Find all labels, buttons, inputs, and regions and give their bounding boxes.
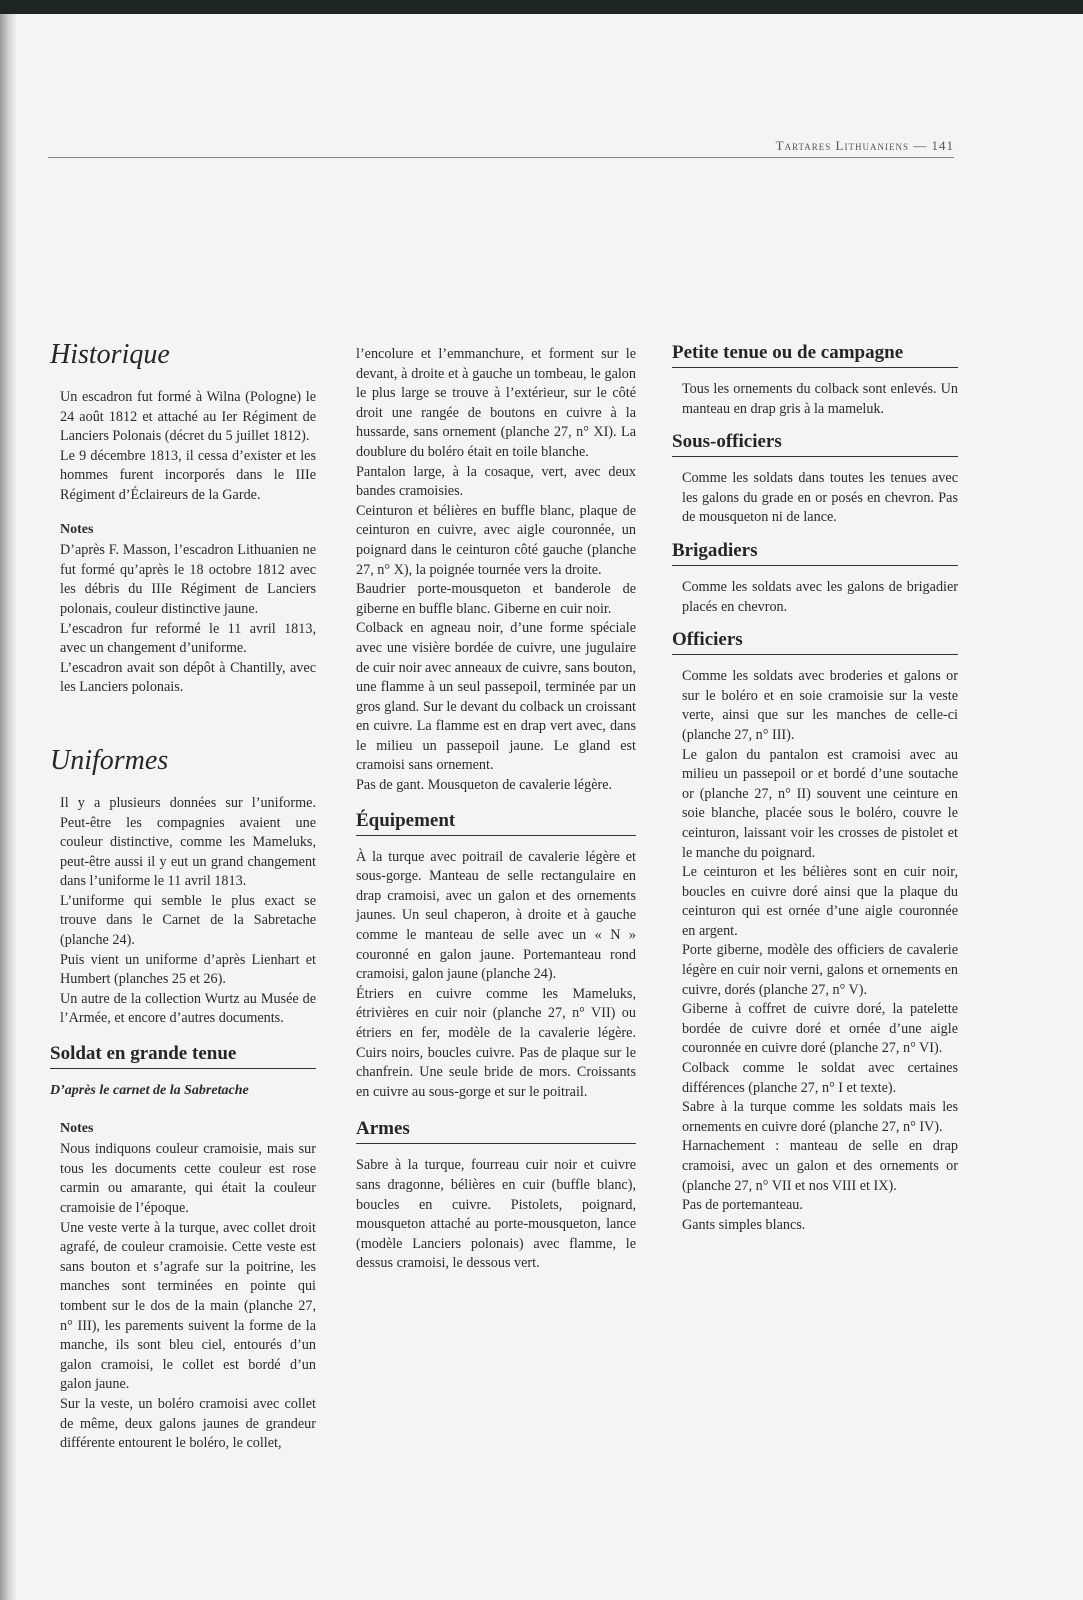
column-right <box>672 340 958 1235</box>
scan-top-band <box>0 0 1083 14</box>
armes-heading: Armes <box>356 1116 636 1144</box>
paragraph: Le galon du pantalon est cramoisi avec au milieu un passepoil or et bordé d’une soutache or (planche 27, n° II) souvent une ceinture en soie blanche, placée sous le boléro, couvre le ceinturon, laissant voir les crosses de pistolet et le manche du poignard. <box>682 746 958 861</box>
book-spine-shadow <box>0 14 16 1600</box>
running-head-text: Tartares Lithuaniens — 141 <box>775 138 954 153</box>
paragraph: Giberne à coffret de cuivre doré, la patelette bordée de cuivre doré et ornée d’une aigle couronnée en cuivre doré (planche 27, n° VI). <box>682 1001 958 1057</box>
column-left <box>50 338 316 1454</box>
officiers-body <box>672 667 958 1235</box>
paragraph: Pantalon large, à la cosaque, vert, avec deux bandes cramoisies. <box>356 463 636 500</box>
paragraph: Sabre à la turque comme les soldats mais les ornements en cuivre doré (planche 27, n° IV). <box>682 1099 958 1135</box>
paragraph: Comme les soldats dans toutes les tenues avec les galons du grade en or posés en chevron. Pas de mousqueton ni de lance. <box>682 470 958 526</box>
petite-tenue-heading: Petite tenue ou de campagne <box>672 340 958 368</box>
paragraph: Sabre à la turque, fourreau cuir noir et cuivre sans dragonne, bélières en cuir (buffle blanc), boucles en cuivre. Pistolets, poignard, mousqueton attaché au porte-mousqueton, lance (modèle Lanciers polonais) avec flamme, le dessus cramoisi, le dessous vert. <box>356 1157 636 1272</box>
paragraph: Le 9 décembre 1813, il cessa d’exister et les hommes furent incorporés dans le IIIe Régiment d’Éclaireurs de la Garde. <box>60 447 316 503</box>
sous-officiers-heading: Sous-officiers <box>672 429 958 457</box>
historique-body <box>50 388 316 698</box>
paragraph: L’uniforme qui semble le plus exact se trouve dans le Carnet de la Sabretache (planche 24). <box>60 892 316 949</box>
paragraph: Pas de gant. Mousqueton de cavalerie légère. <box>356 777 613 794</box>
paragraph: Le ceinturon et les bélières sont en cuir noir, boucles en cuivre doré ainsi que la plaque du ceinturon qui est ornée d’une aigle couronnée en argent. <box>682 864 958 939</box>
paragraph: Tous les ornements du colback sont enlevés. Un manteau en drap gris à la mameluk. <box>682 381 958 417</box>
paragraph: l’encolure et l’emmanchure, et forment sur le devant, à droite et à gauche un tombeau, le galon le plus large se trouve à l’extérieur, sur le côté droit une rangée de boutons en cuivre à la hussarde, sans ornement (planche 27, n° XI). La doublure du boléro était en toile blanche. <box>356 346 636 460</box>
paragraph: L’escadron fur reformé le 11 avril 1813, avec un changement d’uniforme. <box>60 620 316 657</box>
paragraph: Colback comme le soldat avec certaines différences (planche 27, n° I et texte). <box>682 1060 958 1096</box>
paragraph: Une veste verte à la turque, avec collet droit agrafé, de couleur cramoisie. Cette veste est sans bouton et s’agrafe sur la poitrine, les manches sont terminées en pointe qui tombent sur le dos de la main (planche 27, n° III), les parements suivent la forme de la manche, ils sont bleu ciel, entourés d’un galon cramoisi, le collet est bordé d’un galon jaune. <box>60 1219 316 1393</box>
paragraph: L’escadron avait son dépôt à Chantilly, avec les Lanciers polonais. <box>60 659 316 696</box>
officiers-heading: Officiers <box>672 627 958 655</box>
paragraph: À la turque avec poitrail de cavalerie légère et sous-gorge. Manteau de selle rectangulaire en drap cramoisi, avec un galon et des ornements jaunes. Un seul chaperon, à droite et à gauche comme le manteau de selle avec un « N » couronné en galon jaune. Portemanteau rond cramoisi, galon jaune (planche 24). <box>356 848 636 983</box>
soldat-subtitle: D’après le carnet de la Sabretache <box>50 1083 249 1099</box>
paragraph: Porte giberne, modèle des officiers de cavalerie légère en cuir noir verni, galons et ornements en cuivre, dorés (planche 27, n° V). <box>682 942 958 998</box>
paragraph: Ceinturon et bélières en buffle blanc, plaque de ceinturon en cuivre, avec aigle couronnée, un poignard dans le ceinturon côté gauche (planche 27, n° X), la poignée tournée vers la droite. <box>356 502 636 578</box>
paragraph: Puis vient un uniforme d’après Lienhart et Humbert (planches 25 et 26). <box>60 951 316 988</box>
uniformes-heading: Uniformes <box>50 744 169 776</box>
paragraph: Harnachement : manteau de selle en drap cramoisi, avec un galon et des ornements or (planche 27, n° VII et nos VIII et IX). <box>682 1138 958 1194</box>
soldat-body <box>50 1119 316 1454</box>
paragraph: Comme les soldats avec broderies et galons or sur le boléro et en soie cramoisie sur la veste verte, ainsi que sur les manches de celle-ci (planche 27, n° III). <box>682 668 958 743</box>
brigadiers-heading: Brigadiers <box>672 538 958 566</box>
notes-heading: Notes <box>60 1120 94 1136</box>
paragraph: Il y a plusieurs données sur l’uniforme. Peut-être les compagnies avaient une couleur distinctive, comme les Mameluks, peut-être aussi il y eut un grand changement dans l’uniforme le 11 avril 1813. <box>60 794 316 890</box>
column-middle <box>356 345 636 1274</box>
paragraph: Pas de portemanteau. <box>682 1197 803 1214</box>
running-head <box>48 136 954 158</box>
soldat-heading: Soldat en grande tenue <box>50 1041 316 1069</box>
paragraph: Baudrier porte-mousqueton et banderole de giberne en buffle blanc. Giberne en cuir noir. <box>356 581 636 617</box>
paragraph: Gants simples blancs. <box>682 1216 806 1233</box>
paragraph: Comme les soldats avec les galons de brigadier placés en chevron. <box>682 578 958 615</box>
paragraph: Un autre de la collection Wurtz au Musée de l’Armée, et encore d’autres documents. <box>60 990 316 1027</box>
equipement-heading: Équipement <box>356 808 636 836</box>
paragraph: Sur la veste, un boléro cramoisi avec collet de même, deux galons jaunes de grandeur différente entourent le boléro, le collet, <box>60 1395 316 1452</box>
historique-heading: Historique <box>50 339 170 370</box>
paragraph: Un escadron fut formé à Wilna (Pologne) le 24 août 1812 et attaché au Ier Régiment de Lanciers Polonais (décret du 5 juillet 1812). <box>60 389 316 445</box>
paragraph: D’après F. Masson, l’escadron Lithuanien ne fut formé qu’après le 18 octobre 1812 avec les débris du IIIe Régiment de Lanciers polonais, couleur distinctive jaune. <box>60 542 316 617</box>
paragraph: Nous indiquons couleur cramoisie, mais sur tous les documents cette couleur est rose carmin ou amarante, qui était la couleur cramoisie de l’époque. <box>60 1141 316 1216</box>
uniformes-body <box>50 794 316 1029</box>
paragraph: Colback en agneau noir, d’une forme spéciale avec une visière bordée de cuivre, une jugulaire de cuir noir avec anneaux de cuivre, sans bouton, une flamme à un seul passepoil, terminée par un gros gland. Sur le devant du colback un croissant en cuivre. La flamme est en drap vert avec, dans le milieu un passepoil jaune. Le gland est cramoisi sans ornement. <box>356 620 636 774</box>
paragraph: Étriers en cuivre comme les Mameluks, étrivières en cuir noir (planche 27, n° VII) ou étriers en fer, modèle de la cavalerie légère. Cuirs noirs, boucles cuivre. Pas de plaque sur le chanfrein. Une seule bride de mors. Croissants en cuivre au sous-gorge et sur le poitrail. <box>356 985 636 1100</box>
notes-heading: Notes <box>60 521 94 537</box>
